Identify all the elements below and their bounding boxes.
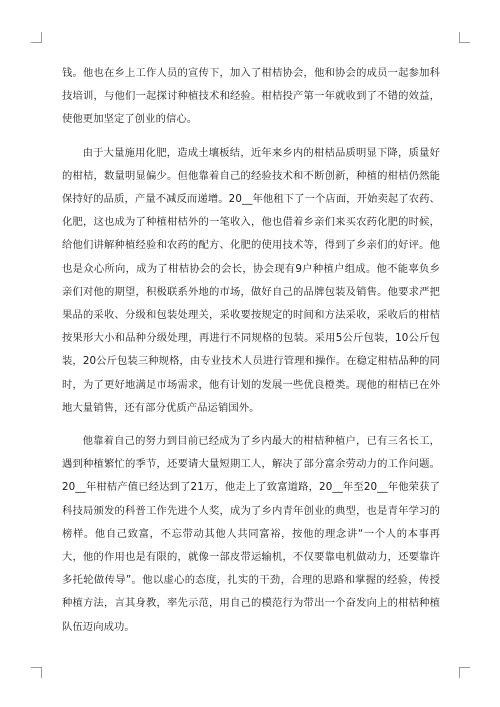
document-body: [62, 62, 440, 649]
paragraph-3: 他靠着自己的努力到目前已经成为了乡内最大的柑桔种植户，已有三名长工，遇到种植繁忙的季节，还要请大量短期工人，解决了部分富余劳动力的工作问题。20__年柑桔产值已经达到了21万，他走上了致富道路，20__年至20__年他荣获了科技局颁发的科普工作先进个人奖，成为了乡内青年创业的典型，也是青年学习的榜样。他自己致富，不忘带动其他人共同富裕，按他的理念讲“一个人的本事再大，他的作用也是有限的，就像一部皮带运输机，不仅要靠电机做动力，还要靠许多托轮做传导”。他以虚心的态度，扎实的干劲，合理的思路和掌握的经验，传授种植方法，言其身教，率先示范，用自己的模范行为带出一个奋发向上的柑桔种植队伍迈向成功。: [62, 435, 440, 633]
paragraph-1: 钱。他也在乡上工作人员的宣传下，加入了柑桔协会，他和协会的成员一起参加科技培训，与他们一起探讨种植技术和经验。柑桔投产第一年就收到了不错的效益，使他更加坚定了创业的信心。: [62, 67, 440, 126]
crop-mark-bottom-right: [459, 667, 470, 678]
paragraph-2: 由于大量施用化肥，造成土壤板结，近年来乡内的柑桔品质明显下降，质量好的柑桔，数量明显偏少。但他靠着自己的经验技术和不断创新，种植的柑桔仍然能保持好的品质，产量不减反而递增。20__年他租下了一个店面，开始卖起了农药、化肥，这也成为了种植柑桔外的一笔收入，他也借着乡亲们来买农药化肥的时候，给他们讲解种植经验和农药的配方、化肥的使用技术等，得到了乡亲们的好评。他也是众心所向，成为了柑桔协会的会长，协会现有9户种植户组成。他不能辜负乡亲们对他的期望，积极联系外地的市场，做好自己的品牌包装及销售。他要求严把果品的采收、分级和包装处理关，采收要按规定的时间和方法采收，采收后的柑桔按果形大小和品种分级处理，再进行不同规格的包装。采用5公斤包装，10公斤包装，20公斤包装三种规格，由专业技术人员进行管理和操作。在稳定柑桔品种的同时，为了更好地满足市场需求，他有计划的发展一些优良橙类。现他的柑桔已在外地大量销售，还有部分优质产品运销国外。: [62, 146, 440, 414]
crop-mark-top-left: [31, 32, 42, 43]
crop-mark-bottom-left: [31, 667, 42, 678]
crop-mark-top-right: [459, 32, 470, 43]
